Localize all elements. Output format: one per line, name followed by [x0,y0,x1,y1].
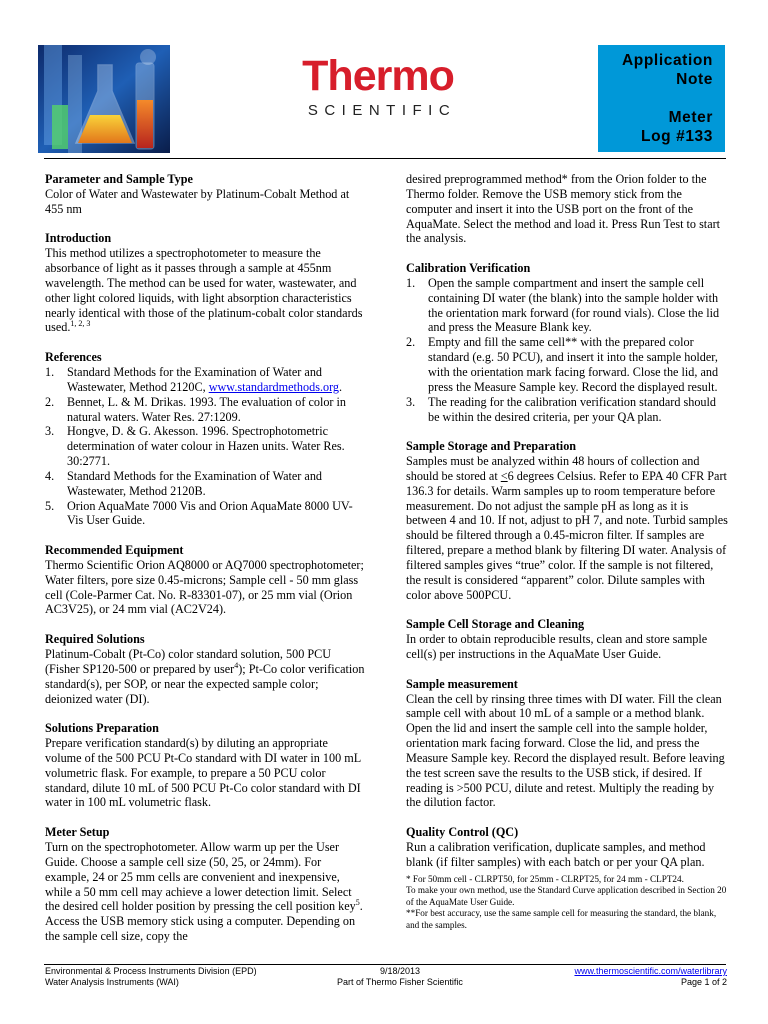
lab-glassware-image [38,45,170,153]
section-heading: Required Solutions [45,632,145,647]
list-item [406,335,728,394]
storage-text: 6 degrees Celsius. Refer to EPA 40 CFR Part 136.3 for details. Warm samples up to room temperature before measurement. Do not adjust the sample pH as long as it is between 4 and 10. If not, adjust to pH 7, and note. Turbid samples should be filtered through a 0.45-micron filter. If samples are filtered, prepare a method blank by filtering DI water. Analysis of filtered samples gives “true” color. If the sample is not filtered, the result is considered “apparent” color. Dilute samples with color above 500PCU. [406,468,728,602]
footnotes [406,874,728,932]
section-text: Run a calibration verification, duplicate samples, and method blank (if filter samples) with each batch or per your QA plan. [406,839,706,869]
water-library-link[interactable]: www.thermoscientific.com/waterlibrary [574,966,727,976]
solutions-text: Platinum-Cobalt (Pt-Co) color standard solution, 500 PCU (Fisher SP120-500 or prepared by user [45,647,332,676]
preparation-section [45,721,367,810]
reference-text: Standard Methods for the Examination of Water and Wastewater, Method 2120B. [67,468,323,498]
footer-left [45,966,285,988]
reference-text: Standard Methods for the Examination of Water and Wastewater, Method 2120C, [67,364,323,394]
less-equal-symbol: < [500,468,508,483]
list-number: 3. [406,394,416,409]
footer-center [295,966,505,988]
references-section [45,350,367,528]
section-text: Color of Water and Wastewater by Platinum-Cobalt Method at 455 nm [45,186,350,216]
thermo-scientific-logo [288,52,468,119]
equipment-section [45,543,367,617]
section-text [45,840,367,944]
setup-text: Turn on the spectrophotometer. Allow warm up per the User Guide. Choose a sample cell size (50, 25, or 24mm). For example, 24 or 25 mm cells are convenient and inexpensive, while a 50 mm cell may achieve a lower detection limit. Select the desired cell holder position by pressing the cell position key [45,839,356,914]
section-heading: Solutions Preparation [45,721,159,736]
solutions-text: ); Pt-Co color verification standard(s), per SOP, or near the expected sample color; deionized water (DI). [45,661,365,706]
section-text: desired preprogrammed method* from the Orion folder to the Thermo folder. Remove the USB memory stick from the computer and insert it into the USB port on the front of the AquaMate. Select the method and load it. Press Run Test to start the analysis. [406,172,721,246]
cell-storage-section [406,617,728,662]
left-column [45,172,367,959]
badge-line: Log #133 [641,128,713,145]
company-line: Part of Thermo Fisher Scientific [337,977,463,987]
list-number: 5. [45,498,55,513]
list-item [406,395,728,425]
list-item [406,276,728,335]
section-heading: Parameter and Sample Type [45,172,193,186]
list-number: 3. [45,424,55,439]
section-heading: Quality Control (QC) [406,825,519,840]
section-heading: Meter Setup [45,825,110,840]
citation-sup: 4 [234,660,239,670]
meter-setup-section [45,825,367,944]
continued-section [406,172,728,246]
section-heading: Sample measurement [406,676,518,691]
list-item [45,469,367,499]
footer-right [507,966,727,988]
step-text: Empty and fill the same cell** with the prepared color standard (e.g. 50 PCU), and insert it into the sample holder, with the orientation mark facing forward. Close the lid, and press the Measure Sample key. Record the displayed result. [428,335,719,394]
intro-text: This method utilizes a spectrophotometer to measure the absorbance of light as it passes through a sample at 455nm wavelength. The method can be used for water, wastewater, and other light colored liquids, with light absorption characteristics nearly identical with those of the platinum-cobalt color standards used. [45,246,363,335]
citation-sup: 5 [355,898,360,908]
section-heading: Introduction [45,231,112,246]
storage-text: Samples must be analyzed within 48 hours of collection and should be stored at [406,454,700,483]
section-heading: Calibration Verification [406,261,531,276]
reference-text: . [339,379,343,394]
doc-date: 9/18/2013 [379,966,421,976]
step-text: Open the sample compartment and insert the sample cell containing DI water (the blank) into the sample holder with the orientation mark forward (for round vials). Close the lid and press the Measure Blank key. [428,275,720,335]
references-list [45,365,367,528]
setup-text: . Access the USB memory stick using a computer. Depending on the sample cell size, copy the [45,899,363,944]
list-number: 1. [45,364,55,379]
list-item [45,395,367,425]
footnote: **For best accuracy, use the same sample cell for measuring the standard, the blank, and the samples. [406,908,717,930]
section-text: Clean the cell by rinsing three times with DI water. Fill the clean sample cell with about 10 mL of a sample or a method blank. Open the lid and insert the sample cell into the sample holder, orientation mark facing forward. Close the lid, and press the Measure Sample key. Record the displayed result. Before leaving the test screen save the results to the USB stick, if desired. If reading is >500 PCU, dilute and retest. Multiply the reading by the dilution factor. [406,691,725,810]
reference-text: Orion AquaMate 7000 Vis and Orion AquaMate 8000 UV-Vis User Guide. [67,498,353,528]
calibration-list [406,276,728,424]
storage-section [406,439,728,602]
list-number: 1. [406,275,416,290]
section-text: In order to obtain reproducible results, clean and store sample cell(s) per instructions in the AquaMate User Guide. [406,632,708,661]
section-text: Thermo Scientific Orion AQ8000 or AQ7000 spectrophotometer; Water filters, pore size 0.45-microns; Sample cell - 50 mm glass cell (Cole-Parmer Cat. No. R-83301-07), or 25 mm vial (Orion AC3V25), or 24 mm vial (AC2V24). [45,557,364,617]
list-item [45,424,367,469]
reference-text: Hongve, D. & G. Akesson. 1996. Spectrophotometric determination of water colour in Hazen units. Water Res. 30:2771. [67,424,345,469]
calibration-section [406,261,728,424]
parameter-section [45,172,367,217]
introduction-section [45,231,367,335]
section-heading: Sample Cell Storage and Cleaning [406,617,585,632]
step-text: The reading for the calibration verification standard should be within the desired criteria, per your QA plan. [428,394,716,424]
group-name: Water Analysis Instruments (WAI) [45,977,179,987]
badge-line: Meter [668,109,713,126]
brand-name: Thermo [302,52,454,100]
list-item [45,499,367,529]
section-text [45,246,367,335]
header-divider [44,158,726,159]
footer-divider [44,964,726,965]
list-item [45,365,367,395]
list-number: 2. [45,394,55,409]
footnote: To make your own method, use the Standard Curve application described in Section 20 of the AquaMate User Guide. [406,885,727,907]
section-text [406,454,728,602]
badge-line: Application [622,52,713,69]
citation-sup: 1, 2, 3 [70,319,91,329]
page-number: Page 1 of 2 [680,977,727,987]
section-heading: References [45,350,102,365]
list-number: 4. [45,468,55,483]
footnote: * For 50mm cell - CLRPT50, for 25mm - CLRPT25, for 24 mm - CLPT24. [406,873,684,884]
quality-control-section [406,825,728,931]
solutions-section [45,632,367,706]
list-number: 2. [406,335,416,350]
brand-sub: SCIENTIFIC [307,102,457,119]
standard-methods-link[interactable]: www.standardmethods.org [208,379,340,394]
section-text [45,647,367,706]
section-heading: Sample Storage and Preparation [406,439,577,454]
measurement-section [406,677,728,811]
badge-line: Note [676,71,713,88]
reference-text: Bennet, L. & M. Drikas. 1993. The evaluation of color in natural waters. Water Res. 27:1209. [67,394,347,424]
section-heading: Recommended Equipment [45,543,184,558]
division-name: Environmental & Process Instruments Division (EPD) [45,966,257,976]
application-note-badge [598,45,725,152]
right-column [406,172,728,931]
section-text: Prepare verification standard(s) by diluting an appropriate volume of the 500 PCU Pt-Co standard with DI water in 100 mL volumetric flask. For example, to prepare a 50 PCU color standard, dilute 10 mL of 500 PCU Pt-Co color standard with DI water in 100 mL volumetric flask. [45,736,361,810]
page-header [0,0,768,160]
